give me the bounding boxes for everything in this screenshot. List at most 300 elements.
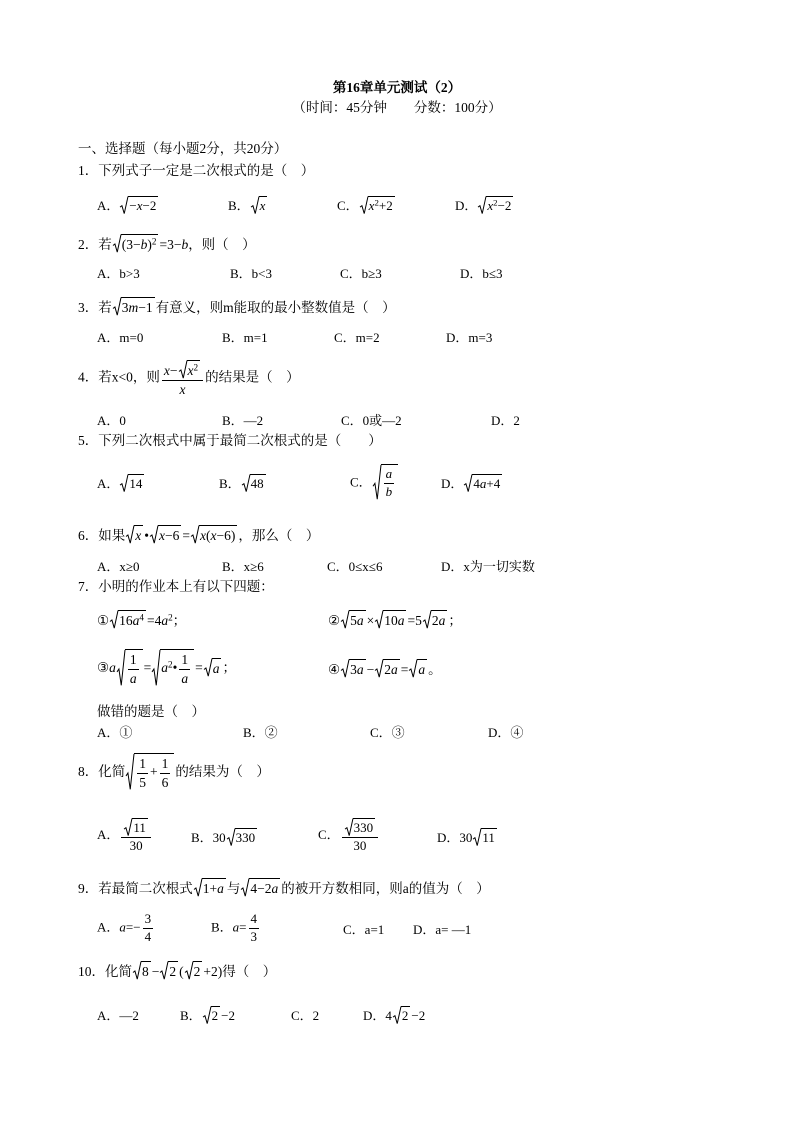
math-text: 5．下列二次根式中属于最简二次根式的是（ ） <box>78 433 382 448</box>
math-variable: b <box>385 484 393 499</box>
subtitle-line <box>0 84 794 128</box>
math-text: −2 <box>497 197 512 213</box>
math-text: D．b≤3 <box>460 265 503 281</box>
radical <box>345 818 376 836</box>
math-variable: x <box>487 197 494 213</box>
radical-sign-glyph <box>117 649 125 686</box>
option-d <box>437 814 498 858</box>
radical-sign-icon <box>204 658 212 677</box>
option-a <box>97 906 155 950</box>
radical-sign-icon <box>341 659 349 678</box>
math-text: −6 <box>164 528 180 543</box>
fraction <box>143 912 154 945</box>
math-text: D．a= —1 <box>413 921 472 937</box>
radical-sign-glyph <box>150 525 158 544</box>
numerator <box>160 756 171 774</box>
option-text <box>340 263 382 282</box>
math-text: B．30 <box>191 829 226 845</box>
radical <box>241 878 280 897</box>
radicand <box>128 474 144 492</box>
math-text: B．x≥6 <box>222 558 264 574</box>
math-text: 2．若 <box>78 237 112 252</box>
math-exponent: 2 <box>168 612 173 623</box>
radical-sign-glyph <box>120 196 128 214</box>
option-d <box>441 460 503 504</box>
option-text <box>318 818 380 854</box>
radical-sign-icon <box>133 961 141 980</box>
math-text: +4 <box>486 475 501 491</box>
math-variable: x <box>179 382 186 397</box>
question-stem-text <box>78 524 319 544</box>
option-text <box>441 556 535 575</box>
math-text: 7．小明的作业本上有以下四题： <box>78 579 274 594</box>
math-text: 10 <box>384 613 398 628</box>
radicand <box>212 658 222 677</box>
radical-sign-icon <box>341 610 349 629</box>
math-variable: a <box>129 671 137 686</box>
option-c <box>334 314 380 358</box>
option-text <box>446 327 492 346</box>
radicand <box>134 753 174 790</box>
math-text: =4 <box>146 613 162 628</box>
radical <box>185 961 203 980</box>
math-text: 有意义，则m能取的最小整数值是（ ） <box>155 300 396 315</box>
math-text: − <box>129 197 137 213</box>
homework-item-3 <box>97 646 236 690</box>
option-text <box>97 1005 139 1024</box>
radical <box>160 961 178 980</box>
radicand <box>368 196 395 214</box>
math-text: 48 <box>250 475 264 491</box>
option-text <box>211 912 261 945</box>
option-text <box>460 263 503 282</box>
math-variable: a <box>119 918 126 934</box>
math-variable: x <box>158 528 165 543</box>
math-text: = <box>239 918 247 934</box>
radical-sign-icon <box>110 610 118 629</box>
math-text: A．b>3 <box>97 265 140 281</box>
numerator <box>121 818 151 838</box>
radical <box>423 610 448 629</box>
option-a <box>97 992 139 1036</box>
math-variable: a <box>438 613 446 628</box>
math-variable: a <box>161 660 168 676</box>
radical <box>478 196 513 214</box>
math-text: 与 <box>226 881 241 896</box>
math-text: A．① <box>97 724 133 740</box>
math-text: 4−2 <box>250 881 272 896</box>
math-text: C．m=2 <box>334 329 380 345</box>
radical-sign-glyph <box>345 818 353 836</box>
radical <box>126 753 174 790</box>
math-text: ，那么（ ） <box>238 528 320 543</box>
fraction <box>249 912 260 945</box>
radical <box>120 474 144 492</box>
math-text: ① <box>97 613 110 628</box>
radical-sign-glyph <box>113 297 121 316</box>
math-text: 的结果为（ ） <box>175 764 270 780</box>
option-text <box>243 722 278 741</box>
math-text: 2 <box>193 964 201 979</box>
option-d <box>455 182 514 226</box>
question-stem-text <box>78 960 276 980</box>
question-stem <box>78 750 270 794</box>
option-text <box>97 263 140 282</box>
radical <box>120 196 158 214</box>
denominator <box>137 774 148 791</box>
radical-sign-icon <box>464 474 472 492</box>
fraction <box>162 360 203 397</box>
math-text: 3 <box>350 662 357 677</box>
radical-sign-glyph <box>409 659 417 678</box>
radical <box>117 649 143 686</box>
math-variable: x <box>163 363 170 379</box>
math-text: 11 <box>133 820 146 836</box>
option-c <box>337 182 396 226</box>
math-text: 30 <box>353 838 367 853</box>
denominator <box>179 670 190 687</box>
math-text: + <box>150 764 158 780</box>
math-text: 1 <box>181 652 189 668</box>
math-text: 330 <box>353 820 374 836</box>
math-text: 2 <box>401 1007 409 1023</box>
math-text: 11 <box>482 829 495 845</box>
radicand <box>134 525 143 544</box>
radicand <box>401 1006 411 1024</box>
math-text: +2)得（ ） <box>203 964 277 979</box>
math-text: D．x为一切实数 <box>441 558 535 574</box>
radical <box>341 610 366 629</box>
math-variable: a <box>479 475 487 491</box>
math-variable: x <box>199 528 206 543</box>
option-text <box>228 195 268 214</box>
option-text <box>343 919 384 938</box>
radical-sign-glyph <box>241 878 249 897</box>
radical-sign-glyph <box>185 961 193 980</box>
math-text: A． <box>97 197 120 213</box>
math-variable: x <box>136 197 143 213</box>
math-variable: a <box>356 662 364 677</box>
radical <box>150 525 181 544</box>
radical-sign-icon <box>473 828 481 846</box>
option-d <box>488 709 523 753</box>
option-text <box>370 722 405 741</box>
numerator <box>179 652 190 670</box>
math-text: =− <box>125 918 141 934</box>
math-text: +2 <box>378 197 393 213</box>
option-b <box>211 906 261 950</box>
radical-sign-glyph <box>375 610 383 629</box>
option-text <box>97 473 145 492</box>
fraction <box>128 652 139 686</box>
math-variable: a <box>385 466 393 482</box>
radical-sign-icon <box>203 1006 211 1024</box>
radical-sign-glyph <box>126 753 134 790</box>
option-text <box>437 827 498 846</box>
option-c <box>327 543 382 587</box>
math-variable: a <box>390 662 398 677</box>
math-variable: a <box>181 671 189 686</box>
math-text: −2 <box>411 1007 426 1023</box>
radical-sign-icon <box>373 464 381 500</box>
option-text <box>413 919 471 938</box>
radical-sign-icon <box>117 649 125 686</box>
math-variable: a <box>217 881 224 896</box>
math-variable: a <box>161 613 169 628</box>
math-text: 8．化简 <box>78 764 126 780</box>
radical-sign-icon <box>375 610 383 629</box>
radicand <box>160 649 194 686</box>
option-a <box>97 814 153 858</box>
option-text <box>334 327 380 346</box>
math-exponent: 2 <box>193 362 199 373</box>
option-text <box>219 473 267 492</box>
radical <box>110 610 146 629</box>
homework-item-text <box>328 658 442 678</box>
radical <box>191 525 237 544</box>
radicand <box>417 659 427 678</box>
radical <box>133 961 151 980</box>
math-variable: x <box>210 528 217 543</box>
math-text: 1 <box>139 756 146 772</box>
option-d <box>441 543 535 587</box>
math-variable: a <box>212 660 220 676</box>
option-text <box>488 722 523 741</box>
option-text <box>291 1005 319 1024</box>
math-text: ； <box>448 613 462 628</box>
math-text: A． <box>97 826 120 842</box>
radical-sign-glyph <box>227 828 235 846</box>
question-stem <box>78 948 276 992</box>
radical-sign-glyph <box>423 610 431 629</box>
radical-sign-glyph <box>478 196 486 214</box>
math-text: A．x≥0 <box>97 558 140 574</box>
math-variable: a <box>271 881 279 896</box>
math-text: 16 <box>119 613 133 628</box>
radicand <box>486 196 513 214</box>
radical-sign-icon <box>126 753 134 790</box>
radical-sign-icon <box>360 196 368 214</box>
radicand <box>353 818 376 836</box>
math-text: B． <box>180 1007 202 1023</box>
radical-sign-glyph <box>133 961 141 980</box>
math-text: = <box>143 660 152 676</box>
radical <box>393 1006 411 1024</box>
option-b <box>222 314 268 358</box>
radicand <box>381 464 399 500</box>
radical-sign-glyph <box>464 474 472 492</box>
radicand <box>118 610 146 629</box>
question-stem-text <box>78 575 274 595</box>
radicand <box>249 878 280 897</box>
option-text <box>350 464 399 500</box>
option-text <box>363 1005 425 1024</box>
radicand <box>199 525 237 544</box>
radical-sign-icon <box>120 474 128 492</box>
option-c <box>370 709 405 753</box>
radical-sign-glyph <box>203 1006 211 1024</box>
option-b <box>228 182 268 226</box>
math-variable: a <box>109 660 116 676</box>
radical <box>409 659 427 678</box>
radical <box>204 658 222 677</box>
math-text: B． <box>211 918 233 934</box>
radical-sign-icon <box>113 297 121 316</box>
math-text: C． <box>318 826 340 842</box>
math-variable: b <box>181 237 189 252</box>
math-text: − <box>151 964 160 979</box>
question-stem-text <box>78 429 382 449</box>
numerator <box>143 912 154 929</box>
math-text: D．2 <box>491 412 520 428</box>
radical-sign-icon <box>345 818 353 836</box>
math-text: − <box>169 363 178 379</box>
radical <box>179 360 201 379</box>
radical-sign-icon <box>150 525 158 544</box>
math-text: −2 <box>142 197 157 213</box>
math-text: = <box>400 662 409 677</box>
math-text: ③ <box>97 660 110 676</box>
math-text: 14 <box>129 475 143 491</box>
math-text: 4 <box>250 910 258 926</box>
radical <box>473 828 497 846</box>
radical-sign-glyph <box>124 818 132 836</box>
math-text: 330 <box>235 829 256 845</box>
radical-sign-icon <box>179 360 187 379</box>
math-variable: x <box>368 197 375 213</box>
radical-sign-icon <box>241 878 249 897</box>
fraction <box>179 652 190 686</box>
math-text: B． <box>219 475 241 491</box>
radical <box>124 818 148 836</box>
math-text: 4．若x<0，则 <box>78 370 160 386</box>
option-text <box>191 827 258 846</box>
radical-sign-icon <box>375 659 383 678</box>
radical-sign-glyph <box>341 659 349 678</box>
option-d <box>446 314 492 358</box>
math-text: C．2 <box>291 1007 320 1023</box>
option-text <box>327 556 382 575</box>
fraction <box>160 756 171 790</box>
math-text: C．0≤x≤6 <box>327 558 383 574</box>
option-b <box>243 709 278 753</box>
math-text: A． <box>97 918 120 934</box>
radical-sign-glyph <box>179 360 187 379</box>
radicand <box>211 1006 221 1024</box>
radicand <box>235 828 258 846</box>
math-variable: b <box>140 237 148 252</box>
math-exponent: 2 <box>151 236 157 247</box>
math-text: 3 <box>121 300 129 315</box>
math-text: D． <box>455 197 478 213</box>
radicand <box>250 474 266 492</box>
option-d <box>363 992 425 1036</box>
math-text: C．b≥3 <box>340 265 382 281</box>
radicand <box>128 196 158 214</box>
option-text <box>230 263 272 282</box>
radical-sign-glyph <box>194 878 202 897</box>
math-text: C． <box>350 474 372 490</box>
radicand <box>125 649 143 686</box>
denominator <box>162 381 203 398</box>
math-text: 3 <box>250 928 258 944</box>
option-a <box>97 182 159 226</box>
math-text: 5 <box>350 613 357 628</box>
math-text: −6) <box>216 528 236 543</box>
option-text <box>97 327 143 346</box>
numerator <box>137 756 148 774</box>
question-stem-text <box>78 296 396 316</box>
math-text: 10．化简 <box>78 964 132 979</box>
homework-item-text <box>97 609 186 629</box>
math-text: D． <box>441 475 464 491</box>
option-b <box>191 814 258 858</box>
option-c <box>343 906 384 950</box>
math-text: 6．如果 <box>78 528 126 543</box>
numerator <box>342 818 379 838</box>
math-text: ) <box>147 237 152 252</box>
radical <box>375 610 406 629</box>
radical <box>251 196 268 214</box>
radical-sign-glyph <box>191 525 199 544</box>
math-text: A．0 <box>97 412 126 428</box>
option-b <box>219 460 267 504</box>
radical <box>203 1006 221 1024</box>
math-variable: m <box>128 300 139 315</box>
radical-sign-glyph <box>242 474 250 492</box>
radical-sign-icon <box>126 525 134 544</box>
radical <box>227 828 258 846</box>
math-text: B．m=1 <box>222 329 268 345</box>
option-a <box>97 460 145 504</box>
math-text: D．30 <box>437 829 473 845</box>
math-variable: a <box>418 662 426 677</box>
radical-sign-glyph <box>373 464 381 500</box>
radical-sign-glyph <box>204 658 212 677</box>
math-text: −2 <box>221 1007 236 1023</box>
math-variable: x <box>135 528 142 543</box>
math-text: C． <box>337 197 359 213</box>
math-text: B．—2 <box>222 412 264 428</box>
radical <box>373 464 399 500</box>
math-text: (3− <box>121 237 141 252</box>
denominator <box>342 838 379 854</box>
section-heading: 一、选择题（每小题2分，共20分） <box>78 141 288 156</box>
math-text: ； <box>222 660 236 676</box>
numerator <box>384 467 395 484</box>
math-text: ，则（ ） <box>188 237 256 252</box>
option-text <box>97 722 132 741</box>
denominator <box>143 929 154 945</box>
math-text: 做错的题是（ ） <box>97 704 205 719</box>
radical-sign-glyph <box>126 525 134 544</box>
option-d <box>491 397 520 441</box>
question-stem-text <box>78 753 270 790</box>
option-text <box>222 327 268 346</box>
option-c <box>350 460 399 504</box>
question-stem-text <box>78 877 490 897</box>
radicand <box>481 828 497 846</box>
radical-sign-glyph <box>110 610 118 629</box>
math-variable: x <box>187 363 194 379</box>
option-text <box>455 195 514 214</box>
math-text: 3．若 <box>78 300 112 315</box>
math-text: 4 <box>473 475 480 491</box>
denominator <box>128 670 139 687</box>
page-title: 第16章单元测试（2） <box>332 80 462 95</box>
radical-sign-icon <box>393 1006 401 1024</box>
fraction <box>342 818 379 854</box>
